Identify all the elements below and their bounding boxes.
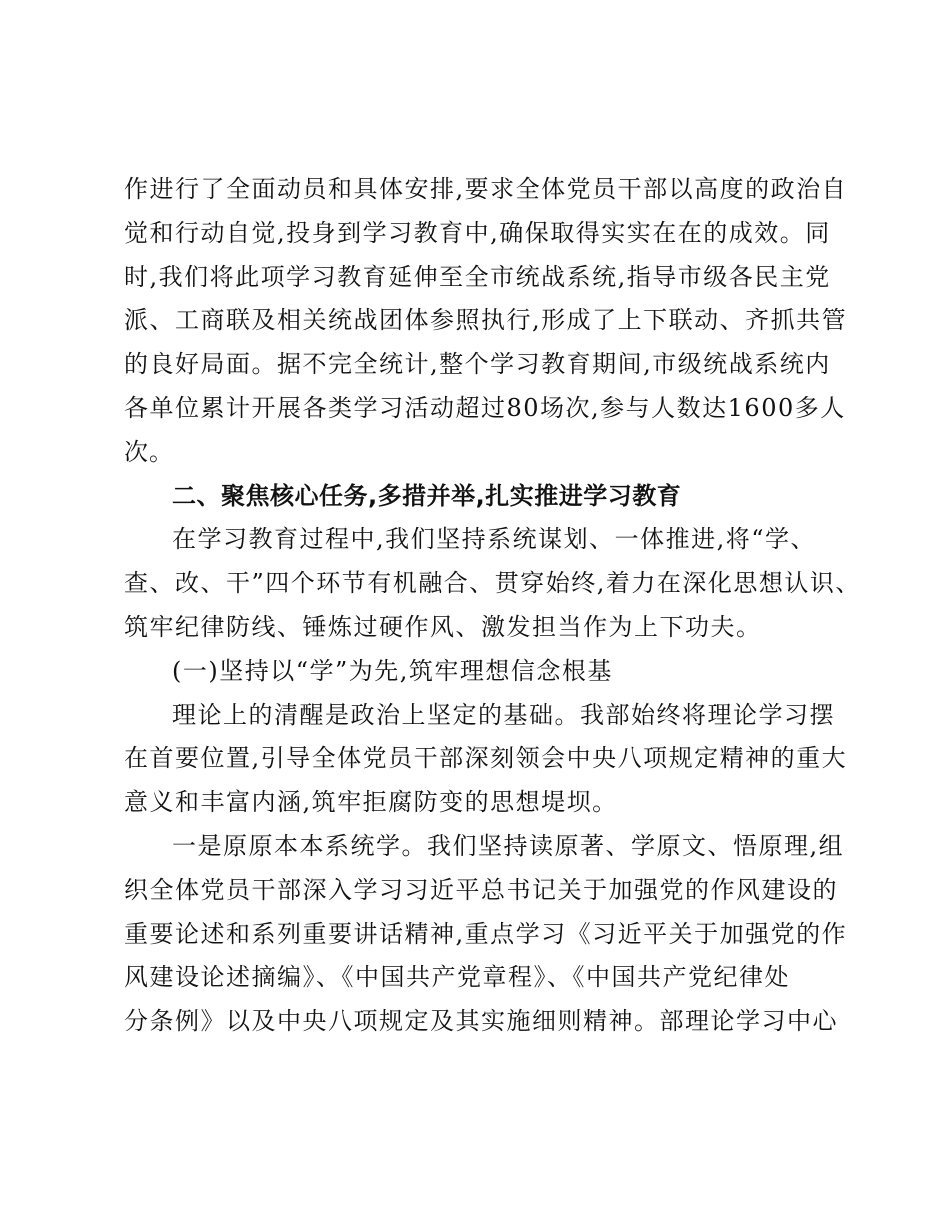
document-body	[124, 168, 861, 1044]
body-text-line: 派、工商联及相关统战团体参照执行,形成了上下联动、齐抓共管	[124, 306, 848, 335]
body-text-line: 查、改、干”四个环节有机融合、贯穿始终,着力在深化思想认识、	[124, 569, 861, 598]
body-text-line: 时,我们将此项学习教育延伸至全市统战系统,指导市级各民主党	[124, 262, 831, 291]
body-text-line: 的良好局面。据不完全统计,整个学习教育期间,市级统战系统内	[124, 350, 831, 379]
paragraph-first-line: 在学习教育过程中,我们坚持系统谋划、一体推进,将“学、	[172, 525, 817, 554]
body-text-line: 各单位累计开展各类学习活动超过80场次,参与人数达1600多人	[124, 393, 846, 422]
body-text-line: 觉和行动自觉,投身到学习教育中,确保取得实实在在的成效。同	[124, 218, 831, 247]
body-text-line: 重要论述和系列重要讲话精神,重点学习《习近平关于加强党的作	[124, 919, 848, 948]
paragraph-first-line: 一是原原本本系统学。我们坚持读原著、学原文、悟原理,组	[172, 831, 845, 860]
body-text-line: 在首要位置,引导全体党员干部深刻领会中央八项规定精神的重大	[124, 744, 848, 773]
body-text-line: 分条例》以及中央八项规定及其实施细则精神。部理论学习中心	[124, 1007, 838, 1036]
section-heading: 二、聚焦核心任务,多措并举,扎实推进学习教育	[172, 481, 682, 510]
body-text-line: 作进行了全面动员和具体安排,要求全体党员干部以高度的政治自	[124, 175, 848, 203]
body-text-line: 次。	[124, 437, 174, 466]
body-text-line: 风建设论述摘编》、《中国共产党章程》、《中国共产党纪律处	[124, 963, 790, 992]
body-text-line: 织全体党员干部深入学习习近平总书记关于加强党的作风建设的	[124, 875, 838, 904]
paragraph-first-line: 理论上的清醒是政治上坚定的基础。我部始终将理论学习摆	[172, 700, 835, 729]
subsection-heading: (一)坚持以“学”为先,筑牢理想信念根基	[172, 656, 613, 685]
body-text-line: 筑牢纪律防线、锤炼过硬作风、激发担当作为上下功夫。	[124, 612, 762, 641]
body-text-line: 意义和丰富内涵,筑牢拒腐防变的思想堤坝。	[124, 788, 618, 817]
